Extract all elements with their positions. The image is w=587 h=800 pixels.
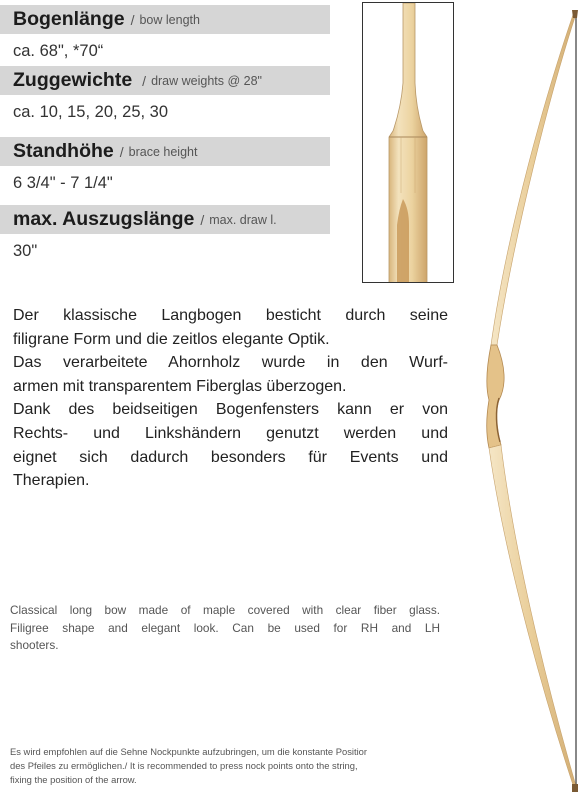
- note-line: des Pfeiles zu ermöglichen./ It is recommended to press nock points onto the string,: [10, 759, 358, 771]
- spec-value-brace-height: 6 3/4" - 7 1/4": [13, 174, 113, 192]
- spec-label: Bogenlänge: [13, 8, 125, 30]
- description-german: [13, 304, 448, 493]
- bow-lower-tip: [572, 784, 578, 792]
- description-line: filigrane Form und die zeitlos elegante Optik.: [13, 330, 330, 348]
- spec-header-bow-length: [0, 5, 330, 34]
- spec-label: Zuggewichte: [13, 69, 133, 91]
- description-line: Therapien.: [13, 472, 90, 490]
- spec-label-en: draw weights @ 28": [151, 73, 262, 88]
- description-english: [10, 602, 440, 655]
- spec-label: Standhöhe: [13, 140, 114, 162]
- spec-separator: /: [200, 211, 205, 228]
- bow-lower-limb: [489, 445, 576, 788]
- description-line: Der klassische Langbogen besticht durch seine: [13, 307, 448, 324]
- spec-label-en: bow length: [139, 12, 200, 27]
- description-line: shooters.: [10, 638, 59, 653]
- bow-riser: [487, 345, 504, 448]
- description-line: Rechts- und Linkshändern genutzt werden und: [13, 424, 448, 442]
- spec-header-draw-weights: [0, 66, 330, 95]
- description-line: Das verarbeitete Ahornholz wurde in den Wurf-: [13, 354, 448, 372]
- spec-header-max-draw-length: [0, 205, 330, 234]
- description-line: Dank des beidseitigen Bogenfensters kann er von: [13, 401, 448, 419]
- spec-header-brace-height: [0, 137, 330, 166]
- note-line: fixing the position of the arrow.: [10, 773, 137, 785]
- spec-value-bow-length: ca. 68", *70“: [13, 42, 104, 60]
- spec-label-en: brace height: [128, 144, 198, 159]
- description-line: Classical long bow made of maple covered with clear fiber glass.: [10, 603, 440, 617]
- bow-upper-tip: [572, 10, 578, 18]
- spec-separator: /: [142, 72, 147, 89]
- note-line: Es wird empfohlen auf die Sehne Nockpunkte aufzubringen, um die konstante Positior: [10, 746, 367, 757]
- spec-separator: /: [130, 11, 135, 28]
- bow-handle-detail-image: [362, 2, 454, 283]
- spec-value-draw-weights: ca. 10, 15, 20, 25, 30: [13, 103, 169, 121]
- description-line: eignet sich dadurch besonders für Events und: [13, 448, 448, 466]
- longbow-illustration: [455, 0, 587, 800]
- description-line: armen mit transparentem Fiberglas überzogen.: [13, 377, 347, 395]
- description-line: Filigree shape and elegant look. Can be used for RH and LH: [10, 620, 440, 635]
- spec-label-en: max. draw l.: [209, 212, 277, 227]
- spec-value-max-draw-length: 30": [13, 242, 38, 260]
- bow-handle-drawing: [363, 3, 454, 283]
- spec-label: max. Auszugslänge: [13, 208, 195, 230]
- spec-separator: /: [119, 143, 124, 160]
- bow-upper-limb: [491, 12, 576, 345]
